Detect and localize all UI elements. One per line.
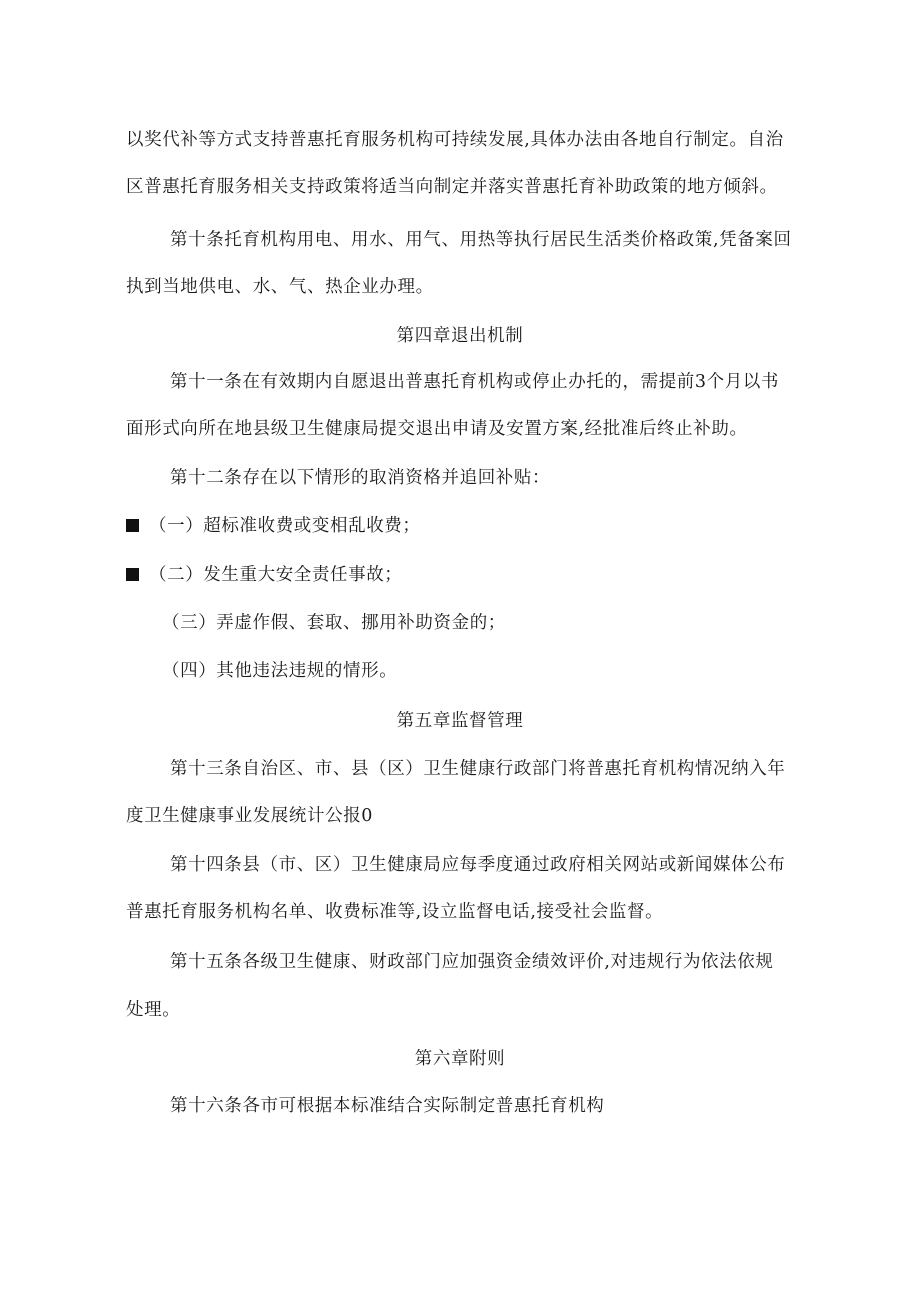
article-12-item-3: （三）弄虚作假、套取、挪用补助资金的； [162,613,506,633]
article-11-line-1: 第十一条在有效期内自愿退出普惠托育机构或停止办托的，需提前3个月以书 [170,372,780,392]
article-13-line-2: 度卫生健康事业发展统计公报0 [126,806,374,826]
article-16-line: 第十六条各市可根据本标准结合实际制定普惠托育机构 [170,1096,605,1116]
article-10-line-2: 执到当地供电、水、气、热企业办理。 [126,277,434,297]
article-14-line-1: 第十四条县（市、区）卫生健康局应每季度通过政府相关网站或新闻媒体公布 [170,855,786,875]
article-12-item-4: （四）其他违法违规的情形。 [162,661,398,681]
item-text: （一）超标准收费或变相乱收费； [149,516,421,536]
article-10-line-1: 第十条托育机构用电、用水、用气、用热等执行居民生活类价格政策,凭备案回 [170,230,792,250]
chapter-5-heading: 第五章监督管理 [396,711,524,731]
article-15-line-2: 处理。 [126,1000,181,1020]
article-14-line-2: 普惠托育服务机构名单、收费标准等,设立监督电话,接受社会监督。 [126,902,664,922]
article-12-item-1 [126,514,421,538]
article-15-line-1: 第十五条各级卫生健康、财政部门应加强资金绩效评价,对违规行为依法依规 [170,952,774,972]
item-text: （二）发生重大安全责任事故； [149,565,403,585]
square-bullet-icon [126,568,139,581]
chapter-6-heading: 第六章附则 [414,1049,506,1069]
paragraph-line: 以奖代补等方式支持普惠托育服务机构可持续发展,具体办法由各地自行制定。自治 [126,130,784,150]
article-12-item-2 [126,563,402,587]
article-12-line: 第十二条存在以下情形的取消资格并追回补贴： [170,468,551,488]
square-bullet-icon [126,519,139,532]
paragraph-line: 区普惠托育服务相关支持政策将适当向制定并落实普惠托育补助政策的地方倾斜。 [126,177,778,197]
chapter-4-heading: 第四章退出机制 [396,326,524,346]
article-11-line-2: 面形式向所在地县级卫生健康局提交退出申请及安置方案,经批准后终止补助。 [126,419,748,439]
article-13-line-1: 第十三条自治区、市、县（区）卫生健康行政部门将普惠托育机构情况纳入年 [170,759,786,779]
